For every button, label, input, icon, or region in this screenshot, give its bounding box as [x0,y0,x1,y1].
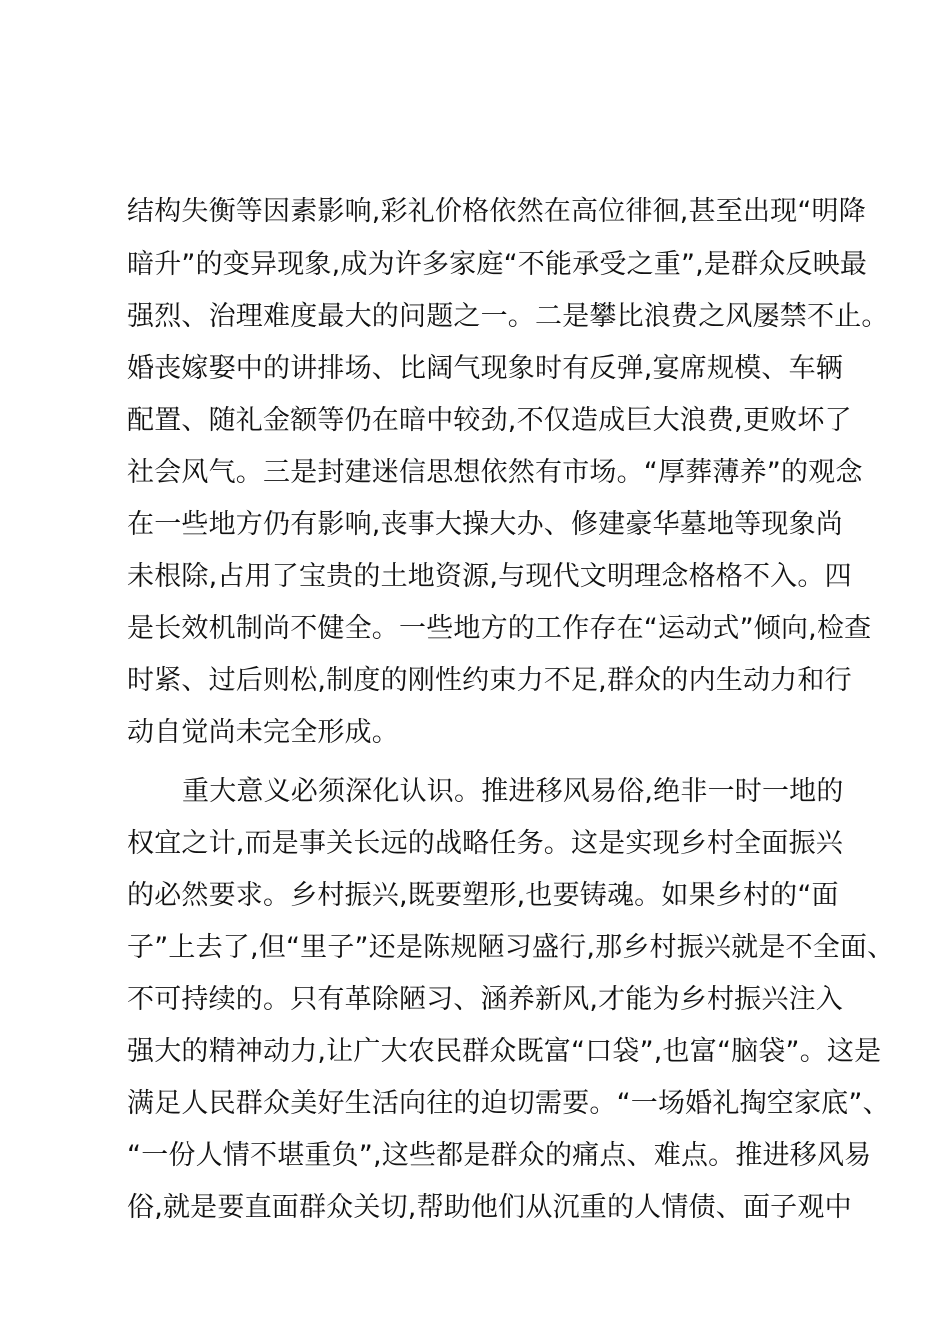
text-line: 满足人民群众美好生活向往的迫切需要。“一场婚礼掏空家底”、 [127,1088,890,1119]
text-line: 动自觉尚未完全形成。 [127,717,399,748]
text-line: 权宜之计,而是事关长远的战略任务。这是实现乡村全面振兴 [127,828,843,859]
text-line: “一份人情不堪重负”,这些都是群众的痛点、难点。推进移风易 [127,1140,872,1171]
text-line: 不可持续的。只有革除陋习、涵养新风,才能为乡村振兴注入 [127,984,843,1015]
text-line: 婚丧嫁娶中的讲排场、比阔气现象时有反弹,宴席规模、车辆 [127,353,843,384]
text-line: 社会风气。三是封建迷信思想依然有市场。“厚葬薄养”的观念 [127,457,863,488]
text-line: 子”上去了,但“里子”还是陈规陋习盛行,那乡村振兴就是不全面、 [127,932,895,963]
text-line: 强大的精神动力,让广大农民群众既富“口袋”,也富“脑袋”。这是 [127,1036,882,1067]
text-line: 未根除,占用了宝贵的土地资源,与现代文明理念格格不入。四 [127,561,852,592]
text-line: 是长效机制尚不健全。一些地方的工作存在“运动式”倾向,检查 [127,613,872,644]
text-line: 在一些地方仍有影响,丧事大操大办、修建豪华墓地等现象尚 [127,509,843,540]
text-line: 俗,就是要直面群众关切,帮助他们从沉重的人情债、面子观中 [127,1192,852,1223]
paragraph-first-line: 重大意义必须深化认识。推进移风易俗,绝非一时一地的 [182,776,844,807]
text-line: 时紧、过后则松,制度的刚性约束力不足,群众的内生动力和行 [127,665,852,696]
text-line: 的必然要求。乡村振兴,既要塑形,也要铸魂。如果乡村的“面 [127,880,839,911]
text-line: 结构失衡等因素影响,彩礼价格依然在高位徘徊,甚至出现“明降 [127,196,866,227]
text-line: 强烈、治理难度最大的问题之一。二是攀比浪费之风屡禁不止。 [127,301,889,332]
text-line: 暗升”的变异现象,成为许多家庭“不能承受之重”,是群众反映最 [127,249,868,280]
text-line: 配置、随礼金额等仍在暗中较劲,不仅造成巨大浪费,更败坏了 [127,405,852,436]
